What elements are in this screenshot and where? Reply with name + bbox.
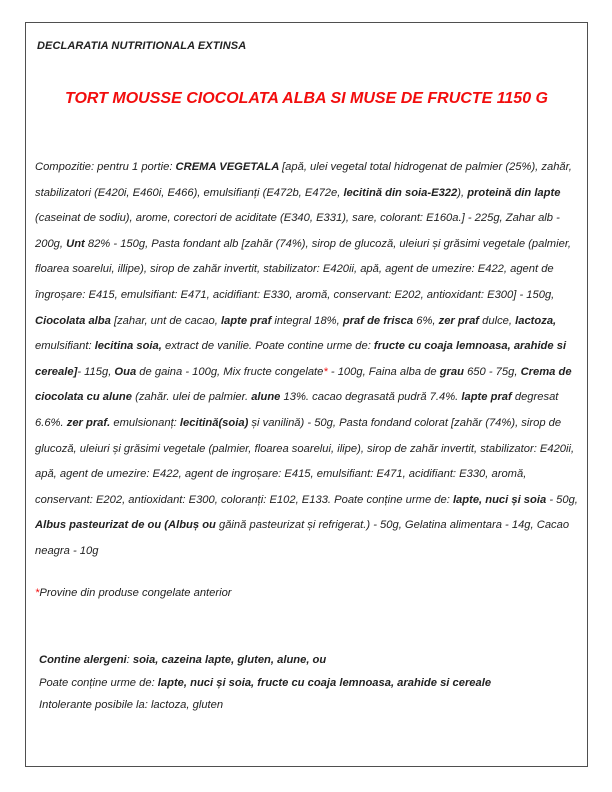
text-segment: 650 - 75g, — [467, 365, 521, 378]
text-segment: lapte praf — [461, 391, 515, 404]
text-segment: - 100g, Faina alba de — [327, 365, 440, 378]
text-segment: integral 18%, — [274, 314, 343, 327]
text-segment: alune — [251, 391, 284, 404]
text-segment: degresat 6.6%. — [35, 391, 559, 429]
text-segment: praf de frisca — [342, 314, 417, 327]
text-segment: lapte praf — [220, 314, 275, 327]
text-segment: : — [126, 654, 133, 666]
text-segment: Compozitie: pentru 1 portie: — [35, 161, 176, 173]
text-segment: * — [35, 587, 40, 599]
text-segment: - 115g, — [77, 365, 115, 378]
text-segment: lecitina soia, — [94, 340, 165, 353]
allergens-contains-line — [39, 649, 579, 672]
text-segment: Albus pasteurizat de ou (Albuș ou — [35, 519, 219, 532]
document-header: DECLARATIA NUTRITIONALA EXTINSA — [37, 40, 247, 52]
allergens-section — [39, 649, 579, 717]
text-segment: (zahăr. ulei de palmier. — [135, 391, 252, 404]
text-segment: [apă, ulei vegetal total hidrogenat de palmier (25%), zahăr, stabilizatori (E420i, E460i, E466), emulsifianți (E472b, E472e, — [35, 161, 572, 199]
text-segment: [zahar, unt de cacao, — [113, 314, 221, 327]
text-segment: 82% - 150g, Pasta fondant alb [zahăr (74%), sirop de glucoză, uleiuri și grăsimi vegetale (palmier, floarea soarelui, illipe), sirop de zahăr invertit, stabilizator: E420ii, apă, agent de umezire: E422, agent de îngroșare: E415, emulsifiant: E471, acidifiant: E330, aromă, conservant: E202, antioxidant: E300] - 150g, — [35, 237, 572, 301]
text-segment: - 50g, — [549, 493, 578, 506]
text-segment: Oua — [114, 365, 140, 378]
text-segment: grau — [439, 365, 468, 378]
text-segment: ), — [457, 186, 468, 199]
allergens-traces-line — [39, 672, 579, 695]
text-segment: emulsifiant: — [35, 340, 95, 353]
text-segment: Intolerante posibile la: lactoza, gluten — [39, 699, 224, 711]
text-segment: dulce, — [482, 314, 516, 327]
text-segment: proteină din lapte — [467, 186, 561, 199]
text-segment: * — [323, 365, 328, 378]
text-segment: Crema de ciocolata cu alune — [35, 365, 572, 404]
allergens-intolerances-line — [39, 694, 579, 717]
text-segment: Provine din produse congelate anterior — [39, 587, 232, 599]
product-title: TORT MOUSSE CIOCOLATA ALBA SI MUSE DE FRUCTE 1150 G — [64, 90, 548, 107]
page-border — [25, 22, 588, 767]
text-segment: 6%, — [416, 314, 439, 327]
composition-paragraph — [35, 155, 578, 565]
text-segment: lapte, nuci și soia, fructe cu coaja lemnoasa, arahide si cereale — [157, 676, 492, 689]
text-segment: 13%. cacao degrasată pudră 7.4%. — [283, 391, 462, 404]
text-segment: lecitină(soia) — [179, 416, 252, 429]
text-segment: lactoza, — [515, 314, 557, 327]
text-segment: fructe cu coaja lemnoasa, arahide si cereale] — [35, 340, 567, 378]
text-segment: zer praf. — [66, 416, 114, 429]
text-segment: lapte, nuci și soia — [452, 493, 550, 506]
frozen-products-footnote — [35, 586, 232, 601]
text-segment: și vanilină) - 50g, Pasta fondand colorat [zahăr (74%), sirop de glucoză, uleiuri și grăsimi vegetale (palmier, floarea soarelui, ilipe), sirop de zahăr invertit, stabilizator: E420ii, apă, agent de umezire: E422, agent de ingroșare: E415, emulsifiant: E471, acidifiant: E330, aromă, conservant: E202, antioxidant: E300, coloranți: E102, E133. Poate conține urme de: — [35, 416, 575, 506]
text-segment: zer praf — [438, 314, 483, 327]
text-segment: Contine alergeni — [39, 654, 127, 666]
text-segment: Ciocolata alba — [35, 314, 114, 327]
text-segment: soia, cazeina lapte, gluten, alune, ou — [132, 654, 327, 666]
text-segment: emulsionanț: — [113, 416, 180, 429]
text-segment: Poate conține urme de: — [39, 676, 158, 689]
text-segment: de gaina - 100g, Mix fructe congelate — [139, 365, 324, 378]
text-segment: Unt — [66, 237, 88, 250]
text-segment: lecitină din soia-E322 — [343, 186, 458, 199]
text-segment: (caseinat de sodiu), arome, corectori de aciditate (E340, E331), sare, colorant: E160a.] - 225g, Zahar alb - 200g, — [35, 212, 560, 250]
text-segment: găină pasteurizat și refrigerat.) - 50g, Gelatina alimentara - 14g, Cacao neagra - 10g — [35, 519, 570, 557]
text-segment: extract de vanilie. Poate contine urme de: — [164, 340, 374, 353]
text-segment: CREMA VEGETALA — [175, 161, 283, 173]
